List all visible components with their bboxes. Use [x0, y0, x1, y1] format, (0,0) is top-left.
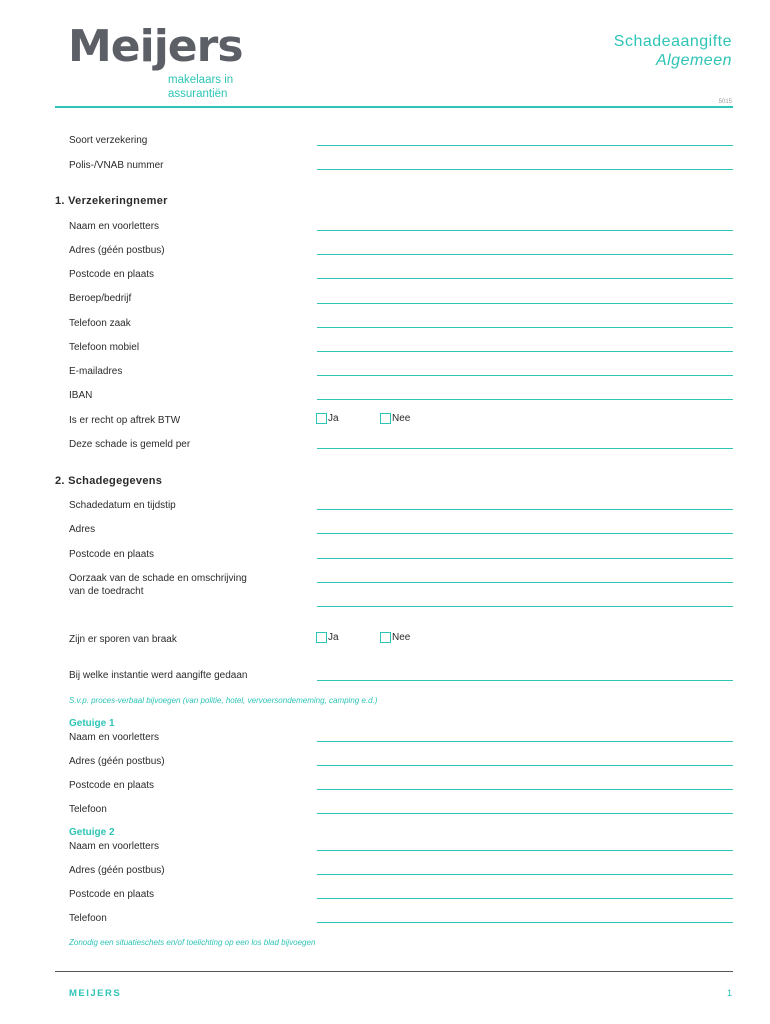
label-polis-nummer: Polis-/VNAB nummer [69, 160, 164, 171]
btw-nee-label: Nee [392, 413, 411, 424]
label-schade-adres: Adres [69, 524, 96, 535]
field-polis-nummer[interactable] [317, 169, 733, 170]
label-getuige1-adres: Adres (géén postbus) [69, 756, 165, 767]
label-getuige1-telefoon: Telefoon [69, 804, 107, 815]
field-getuige1-postcode[interactable] [317, 789, 733, 790]
label-telefoon-mobiel: Telefoon mobiel [69, 342, 140, 353]
field-schadedatum[interactable] [317, 509, 733, 510]
form-code: 5015 [718, 99, 732, 105]
note-situatieschets: Zonodig een situatieschets en/of toelichting op een los blad bijvoegen [69, 938, 316, 947]
field-schade-adres[interactable] [317, 533, 733, 534]
btw-nee-checkbox[interactable] [380, 413, 391, 424]
btw-ja-checkbox[interactable] [316, 413, 327, 424]
field-getuige1-adres[interactable] [317, 765, 733, 766]
label-naam: Naam en voorletters [69, 221, 160, 232]
field-telefoon-zaak[interactable] [317, 327, 733, 328]
label-soort-verzekering: Soort verzekering [69, 135, 148, 146]
label-schade-postcode: Postcode en plaats [69, 549, 155, 560]
label-getuige2-adres: Adres (géén postbus) [69, 865, 165, 876]
section-heading-verzekeringnemer: 1. Verzekeringnemer [55, 195, 168, 207]
form-title: Schadeaangifte [613, 33, 732, 50]
label-oorzaak-line-1: Oorzaak van de schade en omschrijving [69, 573, 247, 584]
label-oorzaak [69, 572, 247, 598]
field-oorzaak-2[interactable] [317, 606, 733, 607]
page-number: 1 [726, 988, 732, 998]
label-getuige2-postcode: Postcode en plaats [69, 889, 155, 900]
field-getuige2-postcode[interactable] [317, 898, 733, 899]
tagline-line-2: assurantiën [168, 88, 228, 100]
field-oorzaak-1[interactable] [317, 582, 733, 583]
label-getuige2-naam: Naam en voorletters [69, 841, 160, 852]
field-iban[interactable] [317, 399, 733, 400]
sporen-nee-checkbox[interactable] [380, 632, 391, 643]
label-iban: IBAN [69, 390, 93, 401]
field-email[interactable] [317, 375, 733, 376]
witness-2-heading: Getuige 2 [69, 827, 115, 838]
field-getuige2-telefoon[interactable] [317, 922, 733, 923]
header-divider [55, 106, 733, 108]
field-naam[interactable] [317, 230, 733, 231]
field-beroep[interactable] [317, 303, 733, 304]
footer-divider [55, 971, 733, 972]
field-soort-verzekering[interactable] [317, 145, 733, 146]
label-telefoon-zaak: Telefoon zaak [69, 318, 131, 329]
field-instantie[interactable] [317, 680, 733, 681]
note-proces-verbaal: S.v.p. proces-verbaal bijvoegen (van politie, hotel, vervoersondememing, camping e.d.) [69, 696, 378, 705]
label-instantie: Bij welke instantie werd aangifte gedaan [69, 670, 248, 681]
sporen-ja-checkbox[interactable] [316, 632, 327, 643]
field-gemeld[interactable] [317, 448, 733, 449]
field-telefoon-mobiel[interactable] [317, 351, 733, 352]
field-postcode[interactable] [317, 278, 733, 279]
label-postcode: Postcode en plaats [69, 269, 155, 280]
tagline-line-1: makelaars in [168, 74, 234, 86]
footer-brand: MEIJERS [69, 988, 122, 999]
label-gemeld: Deze schade is gemeld per [69, 439, 191, 450]
label-adres: Adres (géén postbus) [69, 245, 165, 256]
sporen-ja-option[interactable] [316, 632, 339, 643]
witness-1-heading: Getuige 1 [69, 718, 115, 729]
field-adres[interactable] [317, 254, 733, 255]
label-oorzaak-line-2: van de toedracht [69, 586, 144, 597]
section-heading-schadegegevens: 2. Schadegegevens [55, 475, 163, 487]
sporen-nee-option[interactable] [380, 632, 410, 643]
company-logo: Meijers [68, 21, 243, 72]
label-beroep: Beroep/bedrijf [69, 293, 132, 304]
label-getuige1-naam: Naam en voorletters [69, 732, 160, 743]
field-getuige2-naam[interactable] [317, 850, 733, 851]
field-getuige1-telefoon[interactable] [317, 813, 733, 814]
label-getuige1-postcode: Postcode en plaats [69, 780, 155, 791]
btw-ja-label: Ja [328, 413, 339, 424]
label-getuige2-telefoon: Telefoon [69, 913, 107, 924]
label-sporen-braak: Zijn er sporen van braak [69, 634, 177, 645]
form-subtitle: Algemeen [655, 52, 732, 69]
label-schadedatum: Schadedatum en tijdstip [69, 500, 176, 511]
logo-tagline [168, 73, 233, 101]
field-getuige2-adres[interactable] [317, 874, 733, 875]
sporen-ja-label: Ja [328, 632, 339, 643]
field-getuige1-naam[interactable] [317, 741, 733, 742]
label-btw: Is er recht op aftrek BTW [69, 415, 181, 426]
sporen-nee-label: Nee [392, 632, 411, 643]
label-email: E-mailadres [69, 366, 123, 377]
btw-ja-option[interactable] [316, 413, 339, 424]
btw-nee-option[interactable] [380, 413, 410, 424]
field-schade-postcode[interactable] [317, 558, 733, 559]
